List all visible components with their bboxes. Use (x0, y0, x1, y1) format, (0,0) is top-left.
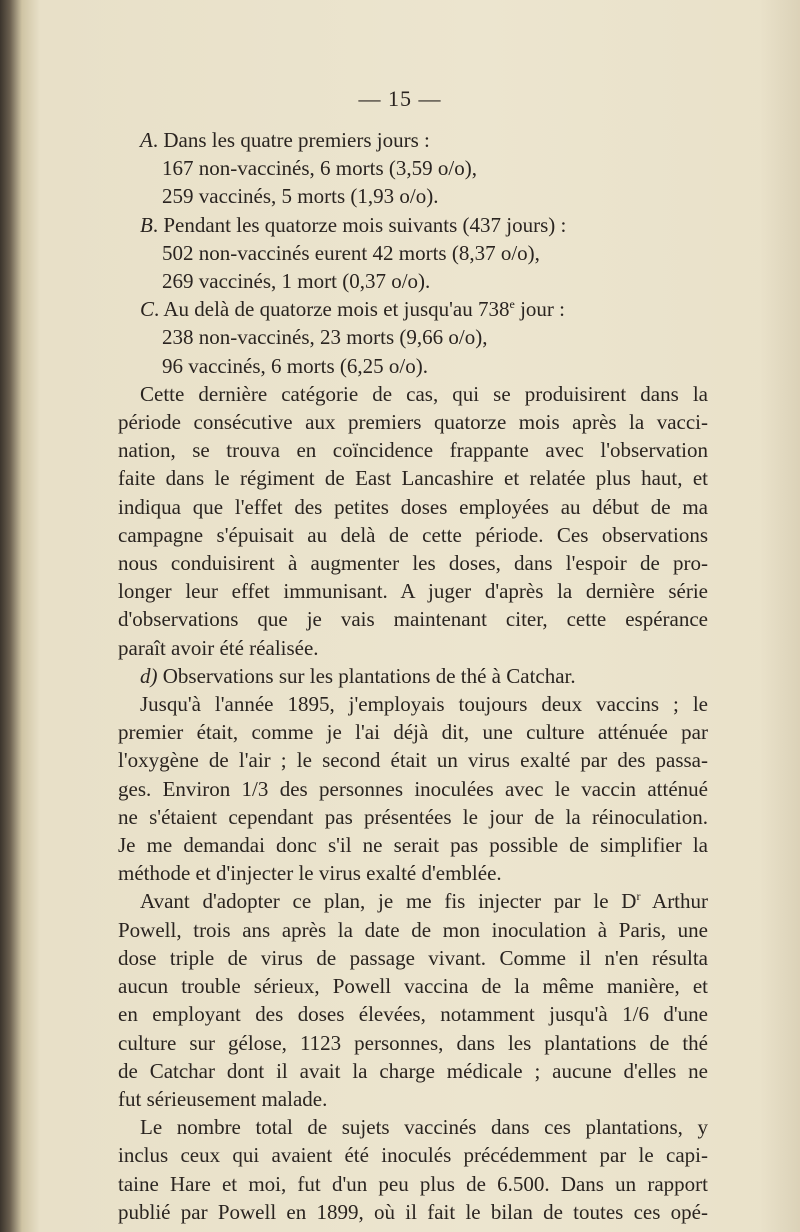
paragraph-line: ges. Environ 1/3 des personnes inoculées avec le vaccin atténué (118, 776, 708, 801)
section-b-heading-text: Pendant les quatorze mois suivants (437 jours) : (163, 212, 567, 237)
section-a-heading-text: Dans les quatre premiers jours : (163, 128, 430, 152)
paragraph-line: l'oxygène de l'air ; le second était un virus exalté par des passa- (118, 748, 708, 773)
title-superscript: r (636, 889, 641, 904)
paragraph-line: dose triple de virus de passage vivant. Comme il n'en résulta (118, 945, 708, 970)
paragraph-line: premier était, comme je l'ai déjà dit, une culture atténuée par (118, 720, 708, 745)
section-a-line: 167 non-vaccinés, 6 morts (3,59 o/o), (162, 156, 477, 181)
paragraph-line: faite dans le régiment de East Lancashire et relatée plus haut, et (118, 466, 708, 491)
section-c-heading-end: jour : (514, 297, 565, 322)
page-edge-shadow (760, 0, 800, 1232)
section-c-line: 238 non-vaccinés, 23 morts (9,66 o/o), (162, 325, 488, 350)
paragraph-line: longer leur effet immunisant. A juger d'après la dernière série (118, 579, 708, 604)
paragraph-line: campagne s'épuisait au delà de cette période. Ces observations (118, 522, 708, 547)
section-c-mark: C (140, 297, 155, 322)
paragraph-line: de Catchar dont il avait la charge médicale ; aucune d'elles ne (118, 1058, 708, 1083)
paragraph-line: nous conduisirent à augmenter les doses, dans l'espoir de pro- (118, 551, 708, 576)
paragraph-line: Le nombre total de sujets vaccinés dans ces plantations, y (140, 1115, 708, 1140)
page-number: — 15 — (358, 86, 442, 111)
ordinal-superscript: e (509, 297, 515, 312)
section-a-mark: A (140, 128, 153, 152)
section-b-line: 502 non-vaccinés eurent 42 morts (8,37 o/o), (162, 240, 540, 265)
section-b-mark: B (140, 212, 153, 237)
paragraph-line: fut sérieusement malade. (118, 1086, 328, 1111)
section-b-line: 269 vaccinés, 1 mort (0,37 o/o). (162, 269, 431, 294)
paragraph-line: inclus ceux qui avaient été inoculés précédemment par le capi- (118, 1143, 708, 1168)
section-d-heading (118, 662, 708, 690)
section-b-heading: B. Pendant les quatorze mois suivants (437 jours) : (140, 212, 567, 237)
section-a-heading: A. Dans les quatre premiers jours : (140, 128, 430, 152)
paragraph-line: ne s'étaient cependant pas présentées le jour de la réinoculation. (118, 804, 708, 829)
paragraph-line: paraît avoir été réalisée. (118, 635, 319, 660)
paragraph-line: taine Hare et moi, fut d'un peu plus de 6.500. Dans un rapport (118, 1171, 708, 1196)
section-c-line: 96 vaccinés, 6 morts (6,25 o/o). (162, 353, 428, 378)
paragraph-line: indiqua que l'effet des petites doses employées au début de ma (118, 494, 708, 519)
paragraph-line: Je me demandai donc s'il ne serait pas possible de simplifier la (118, 833, 708, 858)
section-d-title: Observations sur les plantations de thé à Catchar. (162, 663, 576, 688)
paragraph-line: Jusqu'à l'année 1895, j'employais toujours deux vaccins ; le (140, 692, 708, 717)
paragraph-line: Cette dernière catégorie de cas, qui se produisirent dans la (140, 381, 708, 406)
paragraph-line: nation, se trouva en coïncidence frappante avec l'observation (118, 438, 708, 463)
paragraph-line: d'observations que je vais maintenant citer, cette espérance (118, 607, 708, 632)
section-c-heading-text: Au delà de quatorze mois et jusqu'au 738 (163, 297, 510, 322)
paragraph-line: période consécutive aux premiers quatorze mois après la vacci- (118, 410, 708, 435)
paragraph-line (118, 887, 708, 915)
paragraph-line: publié par Powell en 1899, où il fait le bilan de toutes ces opé- (118, 1199, 708, 1224)
page-body (118, 126, 708, 1226)
section-d-mark: d) (140, 663, 158, 688)
paragraph-line: Powell, trois ans après la date de mon inoculation à Paris, une (118, 917, 708, 942)
paragraph-line: culture sur gélose, 1123 personnes, dans les plantations de thé (118, 1030, 708, 1055)
paragraph-text: Arthur (640, 889, 709, 914)
section-a-line: 259 vaccinés, 5 morts (1,93 o/o). (162, 184, 439, 209)
paragraph-text: Avant d'adopter ce plan, je me fis injecter par le D (140, 889, 637, 914)
paragraph-line: méthode et d'injecter le virus exalté d'emblée. (118, 861, 502, 886)
paragraph-line: aucun trouble sérieux, Powell vaccina de la même manière, et (118, 974, 708, 999)
paragraph-line: en employant des doses élevées, notamment jusqu'à 1/6 d'une (118, 1002, 708, 1027)
section-c-heading: C. Au delà de quatorze mois et jusqu'au 738e jour : (140, 297, 565, 322)
